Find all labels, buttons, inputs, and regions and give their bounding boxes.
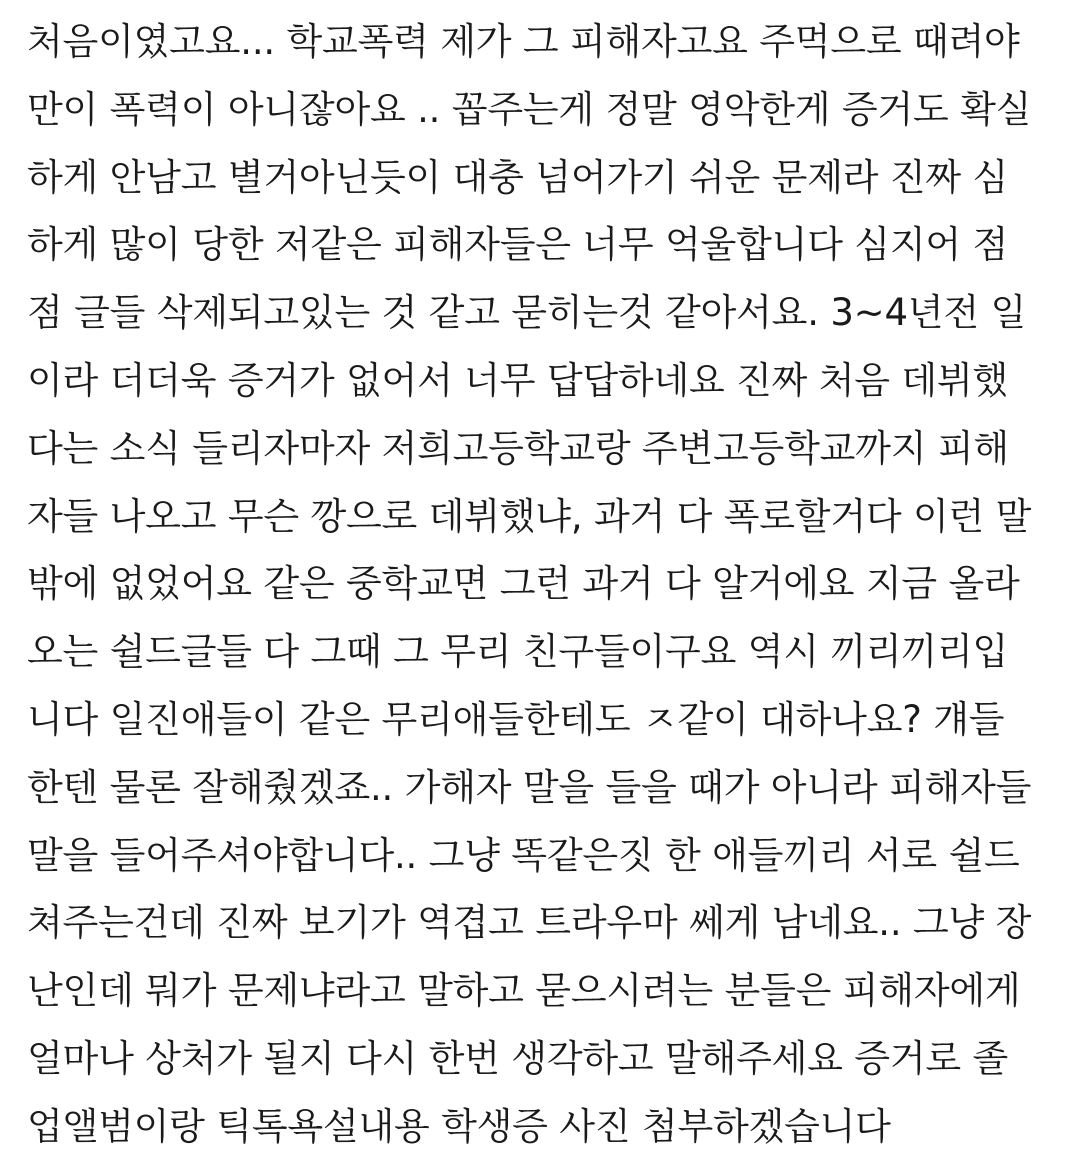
text-line: 말을 들어주셔야합니다.. 그냥 똑같은짓 한 애들끼리 서로 쉴드 bbox=[27, 833, 1020, 877]
text-line: 점 글들 삭제되고있는 것 같고 묻히는것 같아서요. 3~4년전 일 bbox=[27, 291, 1026, 335]
text-line: 만이 폭력이 아니잖아요 .. 꼽주는게 정말 영악한게 증거도 확실 bbox=[27, 87, 1032, 131]
text-line: 하게 안남고 별거아닌듯이 대충 넘어가기 쉬운 문제라 진짜 심 bbox=[27, 155, 1009, 199]
text-line: 니다 일진애들이 같은 무리애들한테도 ㅈ같이 대하나요? 걔들 bbox=[27, 697, 1005, 741]
text-line: 쳐주는건데 진짜 보기가 역겹고 트라우마 쎄게 남네요.. 그냥 장 bbox=[27, 901, 1032, 945]
text-line: 얼마나 상처가 될지 다시 한번 생각하고 말해주세요 증거로 졸 bbox=[27, 1036, 1009, 1080]
text-line: 한텐 물론 잘해줬겠죠.. 가해자 말을 들을 때가 아니라 피해자들 bbox=[27, 765, 1032, 809]
text-line: 밖에 없었어요 같은 중학교면 그런 과거 다 알거에요 지금 올라 bbox=[27, 562, 1020, 606]
text-line: 업앨범이랑 틱톡욕설내용 학생증 사진 첨부하겠습니다 bbox=[27, 1104, 891, 1148]
text-line: 자들 나오고 무슨 깡으로 데뷔했냐, 과거 다 폭로할거다 이런 말 bbox=[27, 494, 1032, 538]
text-line: 이라 더더욱 증거가 없어서 너무 답답하네요 진짜 처음 데뷔했 bbox=[27, 358, 1009, 402]
text-line: 처음이였고요... 학교폭력 제가 그 피해자고요 주먹으로 때려야 bbox=[27, 20, 1020, 63]
text-line: 난인데 뭐가 문제냐라고 말하고 묻으시려는 분들은 피해자에게 bbox=[27, 969, 1021, 1013]
text-line: 하게 많이 당한 저같은 피해자들은 너무 억울합니다 심지어 점 bbox=[27, 223, 1009, 267]
text-line: 다는 소식 들리자마자 저희고등학교랑 주변고등학교까지 피해 bbox=[27, 426, 1009, 470]
post-body-text bbox=[27, 8, 1073, 1161]
text-line: 오는 쉴드글들 다 그때 그 무리 친구들이구요 역시 끼리끼리입 bbox=[27, 630, 1009, 674]
